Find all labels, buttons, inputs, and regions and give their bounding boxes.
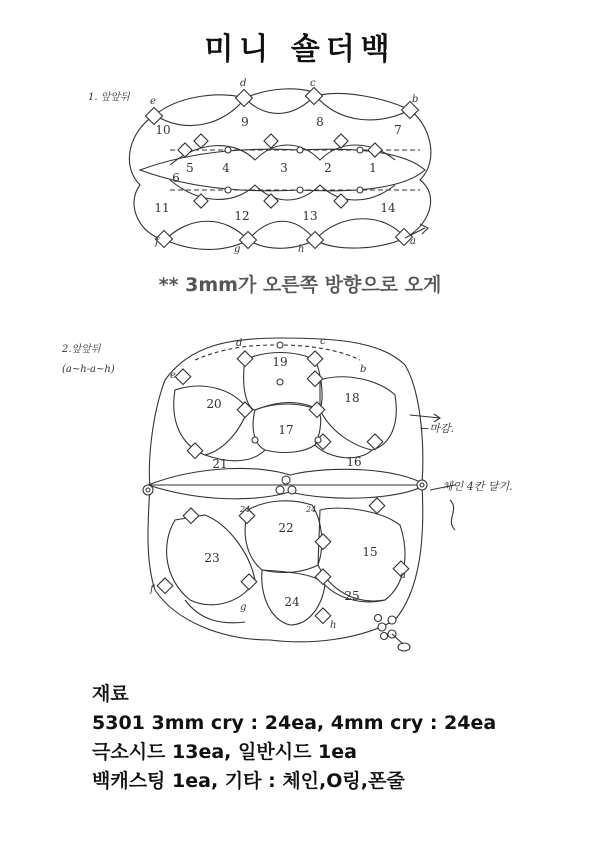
cell-25: 25 [344,589,360,603]
step1-letter-f: f [155,237,159,248]
step1-letter-b: b [412,94,419,105]
cell-7: 7 [394,123,402,137]
step2-annot-finish: ←마감. [420,422,454,435]
step1-letter-e: e [150,96,156,107]
step1-letter-h: h [298,244,305,255]
cell-21: 21 [212,457,228,471]
step2-letter-d: d [236,338,243,349]
step1-cells [154,115,401,223]
materials-line-2: 극소시드 13ea, 일반시드 1ea [92,741,357,763]
cell-16: 16 [346,455,362,469]
cell-15: 15 [362,545,378,559]
cell-11: 11 [154,201,170,215]
cell-14: 14 [380,201,396,215]
step1-letter-g: g [234,244,241,255]
step2-letter-c: c [320,336,326,347]
materials-line-3: 백캐스팅 1ea, 기타 : 체인,O링,폰줄 [92,770,405,792]
step1-letter-c: c [310,78,316,89]
cell-1: 1 [369,161,377,175]
cell-3: 3 [280,161,288,175]
step2-letter-e: e [170,370,176,381]
cell-18: 18 [344,391,360,405]
cell-6: 6 [172,171,180,185]
step2-label: 2.앞앞뒤 [62,344,101,355]
cell-2: 2 [324,161,332,175]
materials-line-1: 5301 3mm cry : 24ea, 4mm cry : 24ea [92,712,497,734]
step2-annot-small1: 24 [240,505,251,514]
cell-13: 13 [302,209,318,223]
cell-8: 8 [316,115,324,129]
step2-letter-a: a [400,570,406,581]
orientation-note: ** 3mm가 오른쪽 방향으로 오게 [158,274,442,296]
step2-letter-b: b [360,364,367,375]
cell-23: 23 [204,551,220,565]
cell-12: 12 [234,209,250,223]
step1-label: 1. 앞앞뒤 [88,92,130,103]
cell-9: 9 [241,115,249,129]
materials-heading: 재료 [92,683,129,705]
step2-letter-h: h [330,620,337,631]
step1-letter-d: d [240,78,247,89]
step2-annot-small2: 24 [306,505,317,514]
step2-diagram [61,338,455,651]
cell-22: 22 [278,521,294,535]
cell-24: 24 [284,595,300,609]
step2-cells [204,355,512,609]
cell-17: 17 [278,423,294,437]
step1-letter-a: a [410,236,416,247]
cell-5: 5 [186,161,194,175]
cell-20: 20 [206,397,222,411]
step2-annot-chain: 체인 4칸 달기. [442,480,513,493]
cell-10: 10 [155,123,171,137]
cell-19: 19 [272,355,288,369]
materials-list [92,680,496,796]
step1-diagram [88,88,431,250]
cell-4: 4 [222,161,230,175]
page-title: 미니 숄더백 [204,32,396,67]
step2-letter-f: f [150,584,154,595]
step2-letter-g: g [240,602,247,613]
step2-sublabel: (a~h-a~h) [62,364,115,375]
